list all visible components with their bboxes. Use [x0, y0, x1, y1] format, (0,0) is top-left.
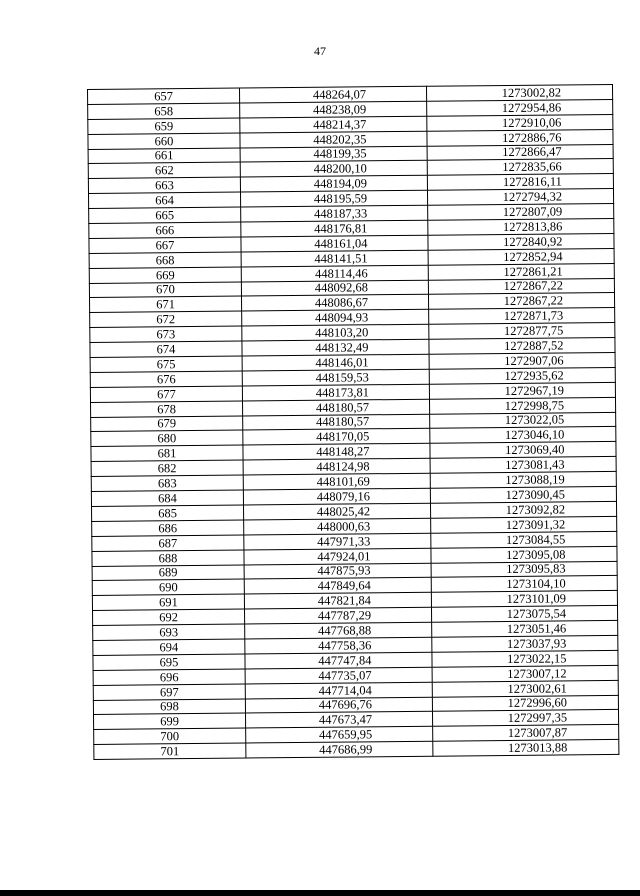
point-number-cell: 660	[88, 133, 240, 149]
x-coordinate-cell: 448146,01	[242, 354, 429, 371]
x-coordinate-cell: 448086,67	[241, 295, 428, 312]
point-number-cell: 688	[92, 550, 244, 566]
point-number-cell: 657	[88, 88, 240, 104]
y-coordinate-cell: 1273075,54	[431, 606, 617, 623]
y-coordinate-cell: 1272840,92	[428, 233, 614, 250]
y-coordinate-cell: 1273002,61	[432, 680, 618, 697]
x-coordinate-cell: 448202,35	[240, 131, 427, 148]
x-coordinate-cell: 447673,47	[246, 712, 433, 729]
point-number-cell: 672	[90, 311, 242, 327]
x-coordinate-cell: 448195,59	[240, 190, 427, 207]
y-coordinate-cell: 1272867,22	[428, 278, 614, 295]
y-coordinate-cell: 1273092,82	[430, 501, 616, 518]
x-coordinate-cell: 448173,81	[242, 384, 429, 401]
point-number-cell: 669	[89, 267, 241, 283]
y-coordinate-cell: 1272967,19	[429, 382, 615, 399]
x-coordinate-cell: 447849,64	[244, 578, 431, 595]
page-number: 47	[314, 44, 326, 58]
x-coordinate-cell: 448214,37	[240, 116, 427, 133]
scan-edge-bar	[0, 890, 640, 896]
x-coordinate-cell: 447875,93	[244, 563, 431, 580]
y-coordinate-cell: 1273069,40	[430, 442, 616, 459]
y-coordinate-cell: 1272866,47	[427, 144, 613, 161]
y-coordinate-cell: 1273091,32	[431, 516, 617, 533]
point-number-cell: 696	[93, 669, 245, 685]
point-number-cell: 692	[93, 609, 245, 625]
y-coordinate-cell: 1272816,11	[427, 174, 613, 191]
point-number-cell: 691	[92, 594, 244, 610]
y-coordinate-cell: 1273051,46	[432, 620, 618, 637]
point-number-cell: 681	[91, 445, 243, 461]
point-number-cell: 673	[90, 326, 242, 342]
point-number-cell: 679	[91, 416, 243, 432]
y-coordinate-cell: 1272835,66	[427, 159, 613, 176]
point-number-cell: 663	[88, 177, 240, 193]
x-coordinate-cell: 447714,04	[245, 682, 432, 699]
x-coordinate-cell: 447787,29	[245, 607, 432, 624]
x-coordinate-cell: 448132,49	[242, 339, 429, 356]
y-coordinate-cell: 1272794,32	[427, 189, 613, 206]
point-number-cell: 667	[89, 237, 241, 253]
x-coordinate-cell: 448141,51	[241, 250, 428, 267]
x-coordinate-cell: 448194,09	[240, 176, 427, 193]
y-coordinate-cell: 1273084,55	[431, 531, 617, 548]
point-number-cell: 683	[91, 475, 243, 491]
x-coordinate-cell: 448124,98	[243, 458, 430, 475]
x-coordinate-cell: 447747,84	[245, 652, 432, 669]
y-coordinate-cell: 1273104,10	[431, 576, 617, 593]
point-number-cell: 670	[89, 282, 241, 298]
point-number-cell: 675	[90, 356, 242, 372]
x-coordinate-cell: 447758,36	[245, 637, 432, 654]
x-coordinate-cell: 448114,46	[241, 265, 428, 282]
point-number-cell: 698	[93, 699, 245, 715]
y-coordinate-cell: 1273022,15	[432, 650, 618, 667]
y-coordinate-cell: 1272871,73	[429, 308, 615, 325]
x-coordinate-cell: 448161,04	[241, 235, 428, 252]
x-coordinate-cell: 448264,07	[239, 86, 426, 103]
coordinates-table	[87, 84, 619, 760]
table-body	[88, 84, 619, 759]
x-coordinate-cell: 448180,57	[243, 414, 430, 431]
y-coordinate-cell: 1273046,10	[430, 427, 616, 444]
y-coordinate-cell: 1273022,05	[430, 412, 616, 429]
x-coordinate-cell: 447735,07	[245, 667, 432, 684]
point-number-cell: 695	[93, 654, 245, 670]
x-coordinate-cell: 448170,05	[243, 429, 430, 446]
x-coordinate-cell: 448092,68	[241, 280, 428, 297]
y-coordinate-cell: 1272910,06	[427, 114, 613, 131]
point-number-cell: 690	[92, 579, 244, 595]
point-number-cell: 697	[93, 684, 245, 700]
y-coordinate-cell: 1272852,94	[428, 248, 614, 265]
x-coordinate-cell: 448148,27	[243, 444, 430, 461]
point-number-cell: 693	[93, 624, 245, 640]
point-number-cell: 684	[91, 490, 243, 506]
y-coordinate-cell: 1272998,75	[429, 397, 615, 414]
y-coordinate-cell: 1273013,88	[433, 740, 619, 757]
point-number-cell: 658	[88, 103, 240, 119]
y-coordinate-cell: 1273002,82	[426, 84, 612, 101]
point-number-cell: 661	[88, 148, 240, 164]
x-coordinate-cell: 447686,99	[246, 741, 433, 758]
y-coordinate-cell: 1273037,93	[432, 635, 618, 652]
point-number-cell: 668	[89, 252, 241, 268]
point-number-cell: 694	[93, 639, 245, 655]
point-number-cell: 671	[90, 296, 242, 312]
x-coordinate-cell: 448159,53	[242, 369, 429, 386]
point-number-cell: 685	[92, 505, 244, 521]
y-coordinate-cell: 1272954,86	[427, 99, 613, 116]
x-coordinate-cell: 447924,01	[244, 548, 431, 565]
x-coordinate-cell: 448200,10	[240, 161, 427, 178]
point-number-cell: 662	[88, 162, 240, 178]
x-coordinate-cell: 448079,16	[243, 488, 430, 505]
x-coordinate-cell: 448094,93	[242, 310, 429, 327]
y-coordinate-cell: 1273095,08	[431, 546, 617, 563]
point-number-cell: 665	[89, 207, 241, 223]
x-coordinate-cell: 447768,88	[245, 622, 432, 639]
x-coordinate-cell: 447659,95	[246, 727, 433, 744]
x-coordinate-cell: 448180,57	[242, 399, 429, 416]
x-coordinate-cell: 448187,33	[241, 205, 428, 222]
x-coordinate-cell: 448176,81	[241, 220, 428, 237]
point-number-cell: 664	[89, 192, 241, 208]
x-coordinate-cell: 448103,20	[242, 324, 429, 341]
y-coordinate-cell: 1272887,52	[429, 338, 615, 355]
x-coordinate-cell: 448101,69	[243, 473, 430, 490]
y-coordinate-cell: 1273007,87	[433, 725, 619, 742]
point-number-cell: 678	[91, 401, 243, 417]
x-coordinate-cell: 447696,76	[245, 697, 432, 714]
point-number-cell: 680	[91, 431, 243, 447]
point-number-cell: 659	[88, 118, 240, 134]
y-coordinate-cell: 1273007,12	[432, 665, 618, 682]
y-coordinate-cell: 1272867,22	[428, 293, 614, 310]
x-coordinate-cell: 447971,33	[244, 533, 431, 550]
point-number-cell: 666	[89, 222, 241, 238]
point-number-cell: 676	[90, 371, 242, 387]
y-coordinate-cell: 1272997,35	[432, 710, 618, 727]
point-number-cell: 687	[92, 535, 244, 551]
point-number-cell: 699	[94, 713, 246, 729]
y-coordinate-cell: 1273088,19	[430, 472, 616, 489]
y-coordinate-cell: 1272886,76	[427, 129, 613, 146]
point-number-cell: 677	[90, 386, 242, 402]
point-number-cell: 689	[92, 565, 244, 581]
y-coordinate-cell: 1272907,06	[429, 352, 615, 369]
point-number-cell: 682	[91, 460, 243, 476]
x-coordinate-cell: 448199,35	[240, 146, 427, 163]
y-coordinate-cell: 1273095,83	[431, 561, 617, 578]
point-number-cell: 701	[94, 743, 246, 759]
y-coordinate-cell: 1272877,75	[429, 323, 615, 340]
x-coordinate-cell: 448000,63	[244, 518, 431, 535]
x-coordinate-cell: 448025,42	[244, 503, 431, 520]
x-coordinate-cell: 447821,84	[244, 592, 431, 609]
y-coordinate-cell: 1273081,43	[430, 457, 616, 474]
y-coordinate-cell: 1272935,62	[429, 367, 615, 384]
x-coordinate-cell: 448238,09	[240, 101, 427, 118]
y-coordinate-cell: 1272861,21	[428, 263, 614, 280]
y-coordinate-cell: 1273090,45	[430, 486, 616, 503]
y-coordinate-cell: 1272813,86	[428, 218, 614, 235]
y-coordinate-cell: 1272807,09	[428, 204, 614, 221]
point-number-cell: 686	[92, 520, 244, 536]
y-coordinate-cell: 1273101,09	[431, 591, 617, 608]
point-number-cell: 700	[94, 728, 246, 744]
point-number-cell: 674	[90, 341, 242, 357]
y-coordinate-cell: 1272996,60	[432, 695, 618, 712]
